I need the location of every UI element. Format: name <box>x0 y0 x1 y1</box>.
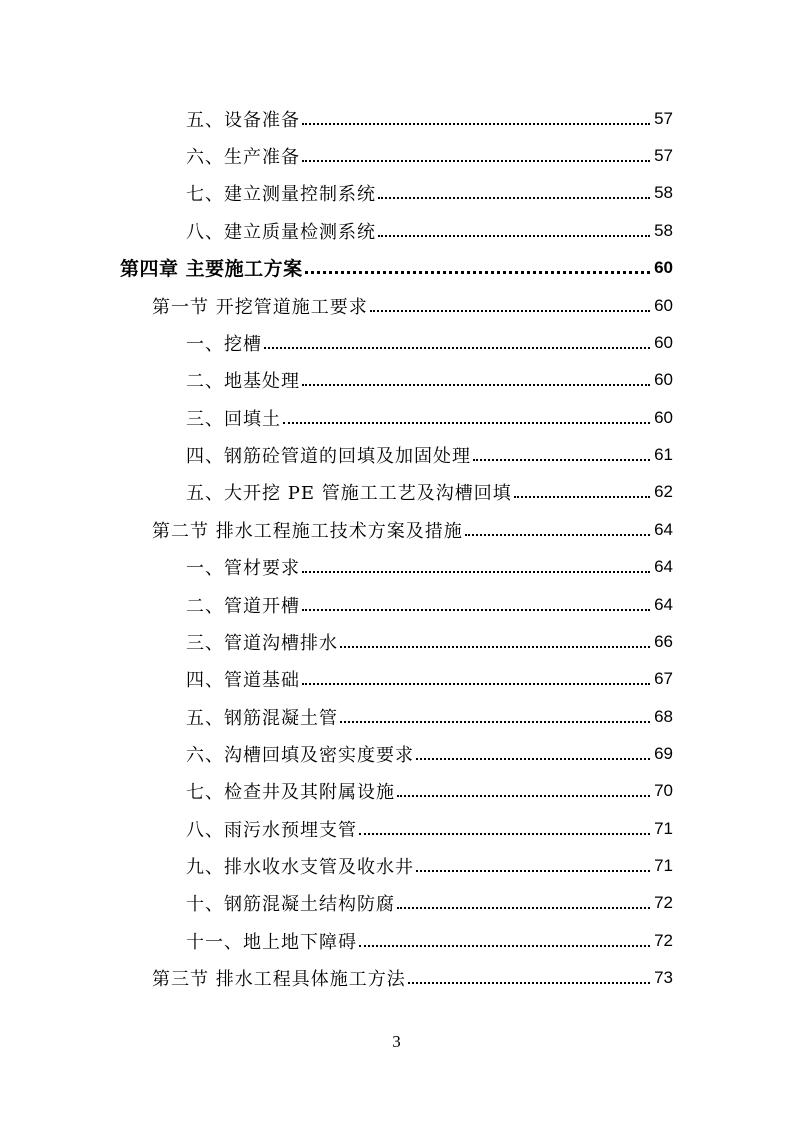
dot-leader <box>473 436 650 473</box>
toc-entry-page: 68 <box>654 706 673 726</box>
toc-entry-page: 71 <box>654 855 673 875</box>
dot-leader <box>302 586 650 623</box>
dot-leader <box>302 361 650 398</box>
dot-leader <box>378 212 650 249</box>
toc-entry-title: 二、管道开槽 <box>186 595 300 617</box>
toc-entry-page: 61 <box>654 444 673 464</box>
toc-entry[interactable] <box>186 698 673 735</box>
toc-entry[interactable] <box>186 810 673 847</box>
toc-entry-title: 第三节 排水工程具体施工方法 <box>152 968 406 990</box>
toc-entry[interactable] <box>186 399 673 436</box>
toc-entry-page: 73 <box>654 967 673 987</box>
dot-leader <box>340 623 650 660</box>
toc-entry-page: 60 <box>654 295 673 315</box>
toc-entry-page: 62 <box>654 481 673 501</box>
toc-entry-title: 八、建立质量检测系统 <box>186 221 376 243</box>
toc-entry-title: 一、管材要求 <box>186 557 300 579</box>
toc-entry[interactable] <box>186 100 673 137</box>
toc-entry-page: 60 <box>654 369 673 389</box>
dot-leader <box>302 660 650 697</box>
toc-entry-title: 十一、地上地下障碍 <box>186 931 357 953</box>
dot-leader <box>359 922 650 959</box>
toc-entry[interactable] <box>186 623 673 660</box>
toc-section-entry[interactable] <box>152 511 673 548</box>
dot-leader <box>408 959 650 996</box>
toc-section-entry[interactable] <box>152 287 673 324</box>
dot-leader <box>416 735 650 772</box>
toc-entry-page: 57 <box>654 108 673 128</box>
toc-entry-page: 64 <box>654 556 673 576</box>
toc-entry-title: 十、钢筋混凝土结构防腐 <box>186 893 395 915</box>
dot-leader <box>264 324 650 361</box>
toc-entry-page: 72 <box>654 892 673 912</box>
toc-entry-page: 58 <box>654 182 673 202</box>
toc-entry[interactable] <box>186 847 673 884</box>
toc-entry-title: 六、沟槽回填及密实度要求 <box>186 744 414 766</box>
dot-leader <box>416 847 650 884</box>
toc-entry-page: 60 <box>654 332 673 352</box>
toc-entry-title: 第一节 开挖管道施工要求 <box>152 296 368 318</box>
toc-entry[interactable] <box>186 324 673 361</box>
toc-entry-page: 67 <box>654 668 673 688</box>
toc-entry-page: 64 <box>654 519 673 539</box>
toc-entry[interactable] <box>186 436 673 473</box>
toc-entry-title: 五、大开挖 PE 管施工工艺及沟槽回填 <box>186 482 512 504</box>
toc-entry-title: 七、建立测量控制系统 <box>186 183 376 205</box>
dot-leader <box>465 511 650 548</box>
toc-entry-page: 72 <box>654 930 673 950</box>
toc-entry-page: 71 <box>654 818 673 838</box>
dot-leader <box>302 137 650 174</box>
toc-entry-page: 64 <box>654 594 673 614</box>
dot-leader <box>378 174 650 211</box>
toc-entry-title: 九、排水收水支管及收水井 <box>186 856 414 878</box>
toc-entry[interactable] <box>186 473 673 510</box>
dot-leader <box>302 548 650 585</box>
toc-section-entry[interactable] <box>152 959 673 996</box>
dot-leader <box>359 810 650 847</box>
toc-entry-page: 58 <box>654 220 673 240</box>
toc-entry-title: 四、管道基础 <box>186 669 300 691</box>
toc-entry[interactable] <box>186 922 673 959</box>
toc-entry[interactable] <box>186 137 673 174</box>
toc-entry-title: 八、雨污水预埋支管 <box>186 819 357 841</box>
dot-leader <box>302 100 650 137</box>
toc-entry[interactable] <box>186 361 673 398</box>
toc-entry-page: 70 <box>654 780 673 800</box>
toc-entry[interactable] <box>186 884 673 921</box>
toc-entry-title: 二、地基处理 <box>186 370 300 392</box>
toc-entry-title: 五、钢筋混凝土管 <box>186 707 338 729</box>
dot-leader <box>514 473 650 510</box>
toc-entry-title: 第四章 主要施工方案 <box>120 258 303 280</box>
toc-entry-page: 60 <box>654 257 673 277</box>
page-number: 3 <box>392 1032 401 1051</box>
toc-entry-title: 一、挖槽 <box>186 333 262 355</box>
toc-chapter-entry[interactable] <box>120 249 673 286</box>
toc-entry-title: 三、回填土 <box>186 408 281 430</box>
dot-leader <box>340 698 650 735</box>
dot-leader <box>397 884 650 921</box>
toc-entry[interactable] <box>186 548 673 585</box>
toc-entry-title: 六、生产准备 <box>186 146 300 168</box>
toc-entry-title: 三、管道沟槽排水 <box>186 632 338 654</box>
toc-entry-title: 五、设备准备 <box>186 109 300 131</box>
dot-leader <box>283 399 650 436</box>
toc-entry[interactable] <box>186 735 673 772</box>
toc-entry-page: 69 <box>654 743 673 763</box>
toc-entry-title: 四、钢筋砼管道的回填及加固处理 <box>186 445 471 467</box>
toc-entry-page: 57 <box>654 145 673 165</box>
toc-entry[interactable] <box>186 660 673 697</box>
toc-entry[interactable] <box>186 174 673 211</box>
toc-entry[interactable] <box>186 772 673 809</box>
dot-leader <box>397 772 650 809</box>
toc-entry-title: 七、检查井及其附属设施 <box>186 781 395 803</box>
toc-entry-page: 60 <box>654 407 673 427</box>
toc-entry[interactable] <box>186 212 673 249</box>
dot-leader <box>305 249 650 286</box>
toc-entry[interactable] <box>186 586 673 623</box>
dot-leader <box>370 287 650 324</box>
toc-entry-page: 66 <box>654 631 673 651</box>
toc-entry-title: 第二节 排水工程施工技术方案及措施 <box>152 520 463 542</box>
